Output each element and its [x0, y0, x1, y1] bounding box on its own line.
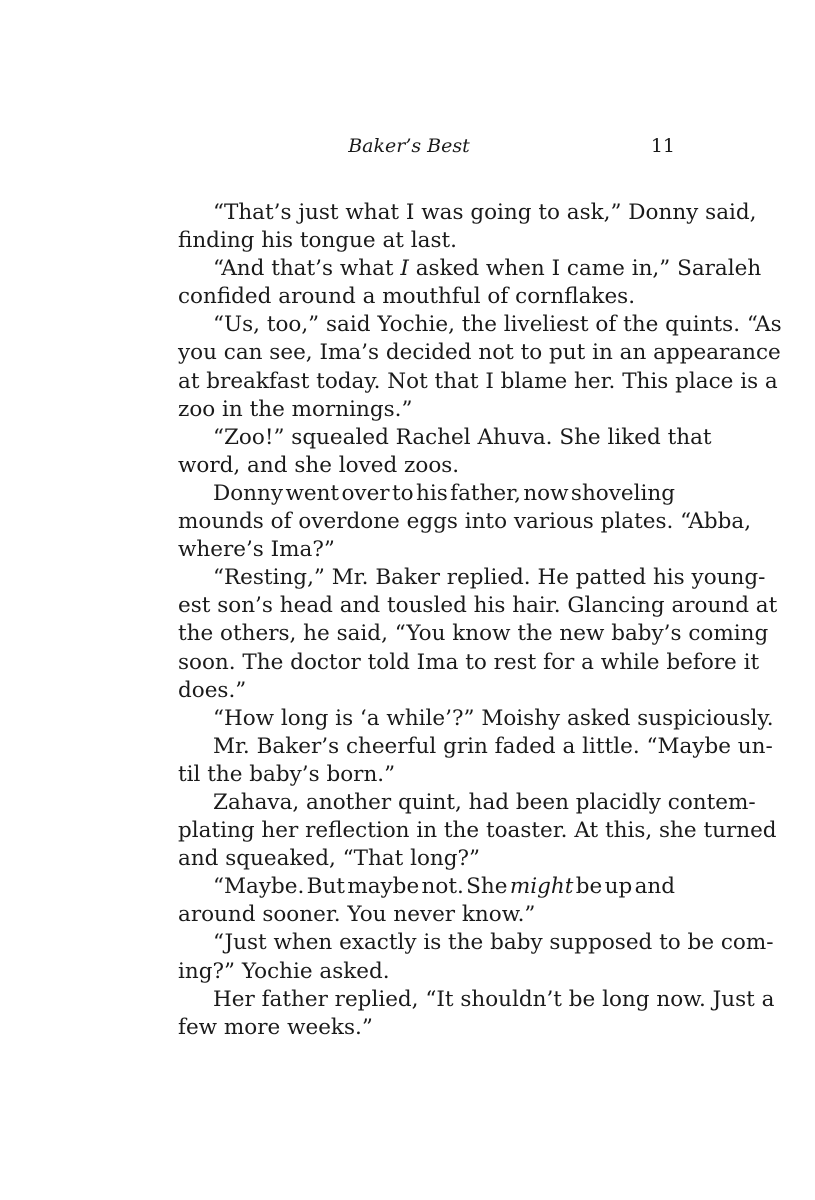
text-run: asked when I came in,” Saraleh [408, 256, 762, 282]
text-line: Donny went over to his father, now shoveling [213, 480, 675, 506]
emphasis-text: I [400, 256, 409, 282]
text-run: confided around a mouthful of cornflakes. [178, 284, 636, 310]
paragraph [143, 424, 712, 480]
text-line: til the baby’s born.” [178, 761, 396, 787]
text-line [143, 901, 675, 929]
text-line: Zahava, another quint, had been placidly contem- [213, 789, 756, 815]
text-line [143, 873, 675, 901]
text-line: finding his tongue at last. [178, 228, 457, 254]
text-run: “And that’s what [213, 256, 401, 282]
paragraph [143, 929, 774, 985]
text-line: and squeaked, “That long?” [178, 846, 481, 872]
text-line: soon. The doctor told Ima to rest for a while before it [178, 649, 760, 675]
paragraph [143, 873, 675, 929]
paragraph [143, 199, 757, 255]
text-run: “Maybe. But maybe not. She [213, 874, 510, 900]
paragraph [143, 480, 752, 564]
text-line: “Just when exactly is the baby supposed to be com- [213, 930, 774, 956]
text-line: ing?” Yochie asked. [178, 958, 390, 984]
text-line [143, 255, 762, 283]
text-line: word, and she loved zoos. [178, 452, 460, 478]
running-head [143, 132, 675, 160]
paragraph [143, 986, 775, 1042]
paragraph [143, 311, 782, 423]
text-line: where’s Ima?” [178, 537, 335, 563]
text-line: “Zoo!” squealed Rachel Ahuva. She liked that [213, 424, 712, 450]
text-run: be up and [573, 874, 676, 900]
text-line [143, 283, 675, 311]
text-line: mounds of overdone eggs into various plates. “Abba, [178, 509, 752, 535]
text-line: zoo in the mornings.” [178, 396, 413, 422]
text-line: “Resting,” Mr. Baker replied. He patted his young- [213, 565, 766, 591]
text-run: around sooner. You never know.” [178, 902, 536, 928]
body-text [143, 199, 782, 1042]
paragraph [143, 705, 774, 733]
running-title: Baker’s Best [348, 135, 470, 157]
text-line: “How long is ‘a while’?” Moishy asked suspiciously. [213, 705, 774, 731]
text-line: est son’s head and tousled his hair. Glancing around at [178, 593, 778, 619]
text-line: you can see, Ima’s decided not to put in an appearance [178, 340, 781, 366]
text-line: few more weeks.” [178, 1014, 373, 1040]
text-line: “That’s just what I was going to ask,” Donny said, [213, 200, 757, 225]
text-line: Her father replied, “It shouldn’t be long now. Just a [213, 986, 775, 1012]
paragraph [143, 789, 777, 873]
paragraph [143, 255, 762, 311]
paragraph [143, 733, 773, 789]
text-line: does.” [178, 677, 247, 703]
text-line: Mr. Baker’s cheerful grin faded a little. “Maybe un- [213, 733, 773, 759]
page-number: 11 [650, 135, 675, 157]
paragraph [143, 564, 778, 704]
text-line: plating her reflection in the toaster. At this, she turned [178, 818, 777, 844]
text-line: at breakfast today. Not that I blame her. This place is a [178, 368, 778, 394]
text-line: the others, he said, “You know the new baby’s coming [178, 621, 769, 647]
emphasis-text: might [509, 874, 574, 900]
text-line: “Us, too,” said Yochie, the liveliest of the quints. “As [213, 312, 782, 338]
